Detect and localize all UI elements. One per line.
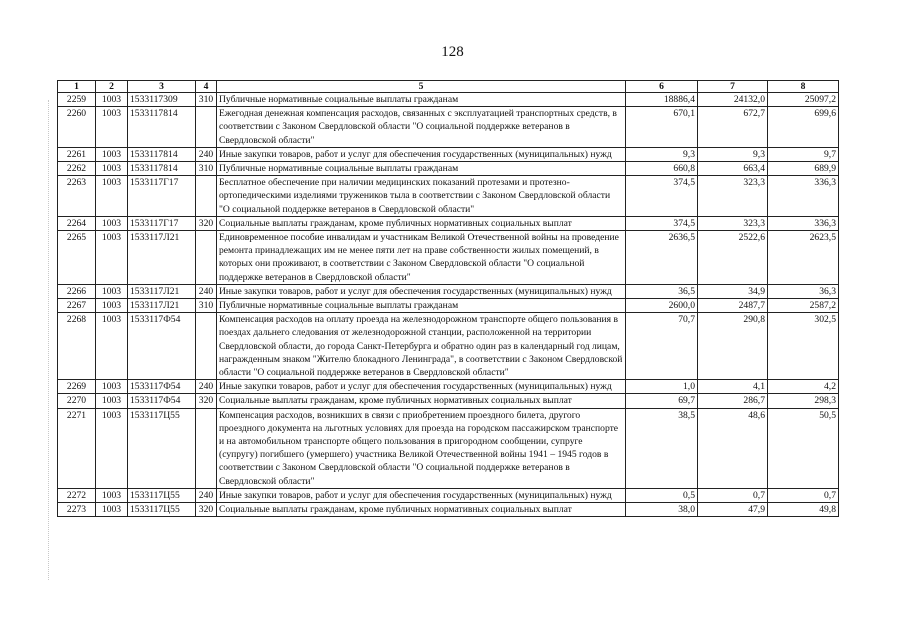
table-row (58, 107, 839, 148)
target-code-cell: 1533117814 (128, 162, 196, 176)
amount-col8-cell: 2623,5 (768, 231, 839, 285)
amount-col8-cell: 689,9 (768, 162, 839, 176)
expense-type-cell (196, 107, 217, 148)
amount-col7-cell: 2522,6 (698, 231, 768, 285)
table-row (58, 503, 839, 517)
expense-type-cell: 310 (196, 162, 217, 176)
header-col-1: 1 (58, 81, 96, 93)
expense-type-cell: 240 (196, 488, 217, 502)
row-number-cell: 2262 (58, 162, 96, 176)
table-row (58, 231, 839, 285)
description-cell: Иные закупки товаров, работ и услуг для обеспечения государственных (муниципальных) нужд (217, 380, 626, 394)
amount-col8-cell: 9,7 (768, 147, 839, 161)
section-code-cell: 1003 (96, 216, 128, 230)
amount-col6-cell: 18886,4 (626, 93, 698, 107)
row-number-cell: 2261 (58, 147, 96, 161)
section-code-cell: 1003 (96, 299, 128, 313)
expense-type-cell: 320 (196, 394, 217, 408)
amount-col6-cell: 2600,0 (626, 299, 698, 313)
section-code-cell: 1003 (96, 380, 128, 394)
expense-type-cell (196, 231, 217, 285)
table-row (58, 162, 839, 176)
description-cell: Публичные нормативные социальные выплаты гражданам (217, 299, 626, 313)
description-cell: Социальные выплаты гражданам, кроме публичных нормативных социальных выплат (217, 503, 626, 517)
table-row (58, 93, 839, 107)
description-cell: Публичные нормативные социальные выплаты гражданам (217, 93, 626, 107)
header-col-7: 7 (698, 81, 768, 93)
amount-col6-cell: 1,0 (626, 380, 698, 394)
amount-col7-cell: 672,7 (698, 107, 768, 148)
amount-col8-cell: 4,2 (768, 380, 839, 394)
table-row (58, 488, 839, 502)
expense-type-cell: 320 (196, 216, 217, 230)
section-code-cell: 1003 (96, 284, 128, 298)
row-number-cell: 2263 (58, 176, 96, 217)
section-code-cell: 1003 (96, 503, 128, 517)
target-code-cell: 1533117Ц55 (128, 488, 196, 502)
description-cell: Публичные нормативные социальные выплаты гражданам (217, 162, 626, 176)
amount-col7-cell: 2487,7 (698, 299, 768, 313)
table-row (58, 299, 839, 313)
amount-col6-cell: 374,5 (626, 176, 698, 217)
amount-col7-cell: 323,3 (698, 176, 768, 217)
amount-col7-cell: 323,3 (698, 216, 768, 230)
table-row (58, 394, 839, 408)
target-code-cell: 1533117309 (128, 93, 196, 107)
amount-col6-cell: 374,5 (626, 216, 698, 230)
amount-col8-cell: 25097,2 (768, 93, 839, 107)
amount-col8-cell: 2587,2 (768, 299, 839, 313)
table-row (58, 176, 839, 217)
section-code-cell: 1003 (96, 147, 128, 161)
target-code-cell: 1533117Г17 (128, 216, 196, 230)
amount-col6-cell: 69,7 (626, 394, 698, 408)
amount-col6-cell: 9,3 (626, 147, 698, 161)
header-col-3: 3 (128, 81, 196, 93)
amount-col6-cell: 70,7 (626, 313, 698, 380)
target-code-cell: 1533117Ф54 (128, 380, 196, 394)
amount-col8-cell: 336,3 (768, 176, 839, 217)
description-cell: Компенсация расходов на оплату проезда на железнодорожном транспорте общего пользования в поездах дальнего следования от железнодорожной станции, расположенной на территории Свердловской области, до города Санкт-Петербурга и обратно один раз в календарный год лицам, награжденным знаком "Жителю блокадного Ленинграда", в соответствии с Законом Свердловской области "О социальной поддержке ветеранов в Свердловской области" (217, 313, 626, 380)
amount-col7-cell: 290,8 (698, 313, 768, 380)
amount-col7-cell: 48,6 (698, 408, 768, 488)
target-code-cell: 1533117814 (128, 107, 196, 148)
scan-margin-noise (48, 100, 52, 580)
section-code-cell: 1003 (96, 408, 128, 488)
section-code-cell: 1003 (96, 488, 128, 502)
row-number-cell: 2265 (58, 231, 96, 285)
header-col-8: 8 (768, 81, 839, 93)
header-col-2: 2 (96, 81, 128, 93)
target-code-cell: 1533117Г17 (128, 176, 196, 217)
amount-col6-cell: 38,5 (626, 408, 698, 488)
table-row (58, 313, 839, 380)
description-cell: Единовременное пособие инвалидам и участникам Великой Отечественной войны на проведение ремонта принадлежащих им не менее пяти лет на праве собственности жилых помещений, в которых они проживают, в соответствии с Законом Свердловской области "О социальной поддержке ветеранов в Свердловской области" (217, 231, 626, 285)
amount-col8-cell: 298,3 (768, 394, 839, 408)
row-number-cell: 2271 (58, 408, 96, 488)
section-code-cell: 1003 (96, 176, 128, 217)
description-cell: Иные закупки товаров, работ и услуг для обеспечения государственных (муниципальных) нужд (217, 284, 626, 298)
row-number-cell: 2259 (58, 93, 96, 107)
amount-col6-cell: 0,5 (626, 488, 698, 502)
expense-type-cell: 310 (196, 93, 217, 107)
expense-type-cell: 240 (196, 147, 217, 161)
description-cell: Компенсация расходов, возникших в связи с приобретением проездного билета, другого проездного документа на льготных условиях для проезда на городском пассажирском транспорте и на автомобильном транспорте общего пользования в пригородном сообщении, супруге (супругу) погибшего (умершего) участника Великой Отечественной войны 1941 – 1945 годов в соответствии с Законом Свердловской области "О социальной поддержке ветеранов в Свердловской области" (217, 408, 626, 488)
table-header-row (58, 81, 839, 93)
amount-col7-cell: 47,9 (698, 503, 768, 517)
row-number-cell: 2267 (58, 299, 96, 313)
amount-col8-cell: 336,3 (768, 216, 839, 230)
amount-col6-cell: 660,8 (626, 162, 698, 176)
target-code-cell: 1533117814 (128, 147, 196, 161)
amount-col8-cell: 49,8 (768, 503, 839, 517)
amount-col8-cell: 36,3 (768, 284, 839, 298)
expense-type-cell: 310 (196, 299, 217, 313)
amount-col7-cell: 286,7 (698, 394, 768, 408)
budget-table (57, 80, 839, 517)
row-number-cell: 2272 (58, 488, 96, 502)
amount-col8-cell: 699,6 (768, 107, 839, 148)
target-code-cell: 1533117Л21 (128, 299, 196, 313)
target-code-cell: 1533117Ф54 (128, 313, 196, 380)
expense-type-cell: 320 (196, 503, 217, 517)
row-number-cell: 2260 (58, 107, 96, 148)
amount-col7-cell: 4,1 (698, 380, 768, 394)
description-cell: Иные закупки товаров, работ и услуг для обеспечения государственных (муниципальных) нужд (217, 488, 626, 502)
target-code-cell: 1533117Л21 (128, 284, 196, 298)
page-number: 128 (441, 44, 464, 60)
amount-col6-cell: 38,0 (626, 503, 698, 517)
section-code-cell: 1003 (96, 231, 128, 285)
description-cell: Бесплатное обеспечение при наличии медицинских показаний протезами и протезно-ортопедическими изделиями тружеников тыла в соответствии с Законом Свердловской области "О социальной поддержке ветеранов в Свердловской области" (217, 176, 626, 217)
table-row (58, 284, 839, 298)
amount-col7-cell: 9,3 (698, 147, 768, 161)
amount-col7-cell: 34,9 (698, 284, 768, 298)
description-cell: Иные закупки товаров, работ и услуг для обеспечения государственных (муниципальных) нужд (217, 147, 626, 161)
target-code-cell: 1533117Ц55 (128, 408, 196, 488)
expense-type-cell (196, 313, 217, 380)
description-cell: Социальные выплаты гражданам, кроме публичных нормативных социальных выплат (217, 394, 626, 408)
amount-col6-cell: 2636,5 (626, 231, 698, 285)
target-code-cell: 1533117Ф54 (128, 394, 196, 408)
expense-type-cell: 240 (196, 284, 217, 298)
header-col-5: 5 (217, 81, 626, 93)
description-cell: Социальные выплаты гражданам, кроме публичных нормативных социальных выплат (217, 216, 626, 230)
table-row (58, 147, 839, 161)
section-code-cell: 1003 (96, 93, 128, 107)
row-number-cell: 2270 (58, 394, 96, 408)
table-row (58, 216, 839, 230)
header-col-6: 6 (626, 81, 698, 93)
amount-col7-cell: 24132,0 (698, 93, 768, 107)
target-code-cell: 1533117Л21 (128, 231, 196, 285)
row-number-cell: 2266 (58, 284, 96, 298)
amount-col7-cell: 663,4 (698, 162, 768, 176)
amount-col7-cell: 0,7 (698, 488, 768, 502)
amount-col8-cell: 302,5 (768, 313, 839, 380)
amount-col8-cell: 50,5 (768, 408, 839, 488)
description-cell: Ежегодная денежная компенсация расходов, связанных с эксплуатацией транспортных средств, в соответствии с Законом Свердловской области "О социальной поддержке ветеранов в Свердловской области" (217, 107, 626, 148)
expense-type-cell (196, 408, 217, 488)
expense-type-cell (196, 176, 217, 217)
amount-col6-cell: 36,5 (626, 284, 698, 298)
row-number-cell: 2269 (58, 380, 96, 394)
section-code-cell: 1003 (96, 394, 128, 408)
row-number-cell: 2264 (58, 216, 96, 230)
table-row (58, 408, 839, 488)
section-code-cell: 1003 (96, 162, 128, 176)
header-col-4: 4 (196, 81, 217, 93)
target-code-cell: 1533117Ц55 (128, 503, 196, 517)
section-code-cell: 1003 (96, 313, 128, 380)
section-code-cell: 1003 (96, 107, 128, 148)
expense-type-cell: 240 (196, 380, 217, 394)
table-row (58, 380, 839, 394)
amount-col8-cell: 0,7 (768, 488, 839, 502)
row-number-cell: 2268 (58, 313, 96, 380)
row-number-cell: 2273 (58, 503, 96, 517)
amount-col6-cell: 670,1 (626, 107, 698, 148)
